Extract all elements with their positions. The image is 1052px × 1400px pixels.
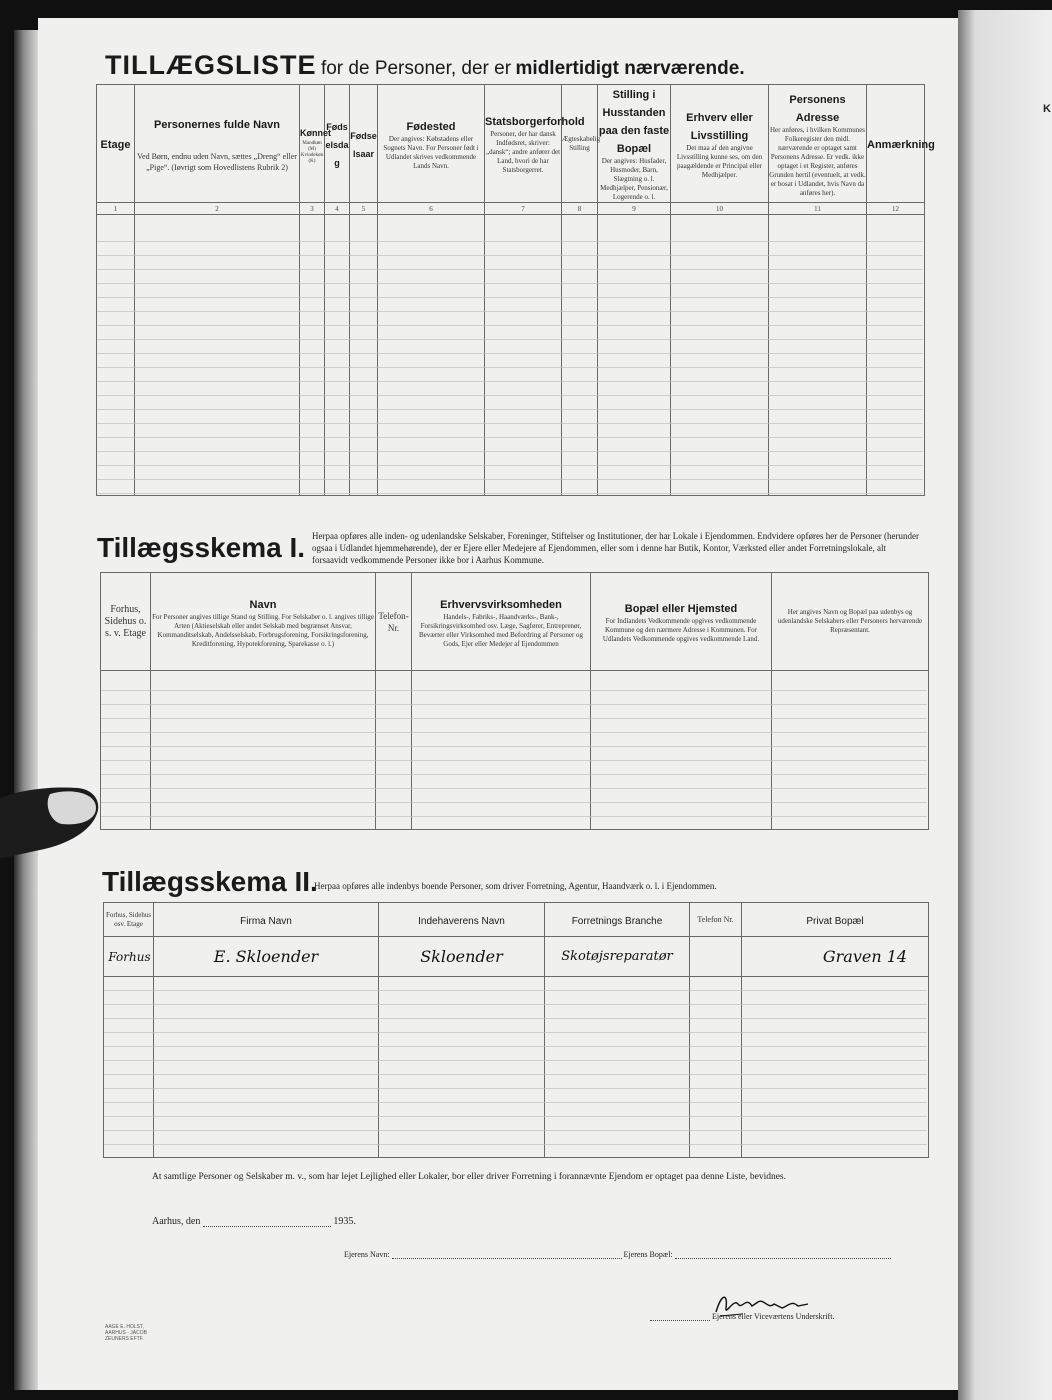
page-title bbox=[105, 50, 925, 81]
footer-date-line bbox=[152, 1216, 356, 1227]
s2-col-firma: Firma Navn bbox=[154, 903, 379, 937]
skema2-title: Tillægsskema II. bbox=[102, 866, 318, 897]
book-gutter bbox=[14, 30, 38, 1390]
s1-col-telefon: Telefon-Nr. bbox=[376, 573, 412, 671]
footer-year: 1935. bbox=[333, 1216, 356, 1227]
s2-col-bopael: Privat Bopæl bbox=[742, 903, 929, 937]
signature-scribble bbox=[712, 1290, 822, 1320]
title-part-bold: midlertidigt nærværende. bbox=[515, 58, 745, 79]
skema1-title: Tillægsskema I. bbox=[97, 532, 306, 563]
entry-branche: Skotøjsreparatør bbox=[545, 937, 690, 977]
col-statsborgerforhold: Statsborgerforhold Personer, der har dansk Indfødsret, skriver: „dansk“; andre anfører det Land, hvori de har Statsborgerret. bbox=[485, 85, 562, 203]
s1-col-repraesentant: Her angives Navn og Bopæl paa udenbys og udenlandske Selskabers eller Personers herværende Repræsentant. bbox=[772, 573, 929, 671]
footer-owner-line bbox=[344, 1250, 891, 1259]
owner-name-label: Ejerens Navn: bbox=[344, 1250, 390, 1259]
main-number-row: 1 2 3 4 5 6 7 8 9 10 11 12 bbox=[97, 203, 925, 215]
col-erhverv: Erhverv eller Livsstilling Det maa af den angivne Livsstilling kunne ses, om den paagældende er Principal eller Medhjælper. bbox=[671, 85, 769, 203]
entry-etage: Forhus bbox=[104, 937, 154, 977]
main-header-row bbox=[97, 85, 925, 203]
col-etage: Etage bbox=[97, 85, 135, 203]
col-koennet: Kønnet Mandkøn (M) Kvindekøn (K) bbox=[300, 85, 325, 203]
entry-indehaver: Skloender bbox=[379, 937, 545, 977]
footer-statement: At samtlige Personer og Selskaber m. v., som har lejet Lejlighed eller Lokaler, bor eller driver Forretning i forannævnte Ejendom er optaget paa denne Liste, bevidnes. bbox=[152, 1172, 786, 1182]
skema1-ruled-lines bbox=[101, 677, 927, 829]
s2-col-branche: Forretnings Branche bbox=[545, 903, 690, 937]
skema2-description: Herpaa opføres alle indenbys boende Personer, som driver Forretning, Agentur, Haandværk o. l. i Ejendommen. bbox=[314, 881, 717, 891]
s1-col-bopael: Bopæl eller Hjemsted For Indlandets Vedkommende opgives vedkommende Kommune og den nærmere Adresse i Kommunen. For Udlandets Vedkommende opgives vedkommende Land. bbox=[591, 573, 772, 671]
s2-col-indehaver: Indehaverens Navn bbox=[379, 903, 545, 937]
col-stilling: Stilling i Husstanden paa den faste Bopæl Der angives: Husfader, Husmoder, Barn, Slægtning o. l. Medhjælper, Pensionær, Logerende o. l. bbox=[598, 85, 671, 203]
skema1-header-row bbox=[101, 573, 929, 671]
s1-col-navn: Navn For Personer angives tillige Stand og Stilling. For Selskaber o. l. angives tillige Arten (Aktieselskab eller andet Selskab med begrænset Ansvar, Kommanditselskab, Andelsselskab, Forbrugsforening, Forsikringsforening, Kreditforening, Hypotekforening, Sparekasse o. l.) bbox=[151, 573, 376, 671]
col-foedested: Fødested Der angives: Købstadens eller Sognets Navn. For Personer født i Udlandet skrives vedkommende Lands Navn. bbox=[378, 85, 485, 203]
skema2-header-row bbox=[104, 903, 929, 937]
entry-bopael: Graven 14 bbox=[742, 937, 929, 977]
signature-label: Ejerens eller Viceværtens Underskrift. bbox=[712, 1312, 835, 1321]
footer-place: Aarhus, den bbox=[152, 1216, 201, 1227]
facing-page-letter: K bbox=[1043, 103, 1051, 115]
entry-firma: E. Skloender bbox=[154, 937, 379, 977]
col-navn: Personernes fulde Navn Ved Børn, endnu uden Navn, sættes „Dreng“ eller „Pige“. (Iøvrigt som Hovedlistens Rubrik 2) bbox=[135, 85, 300, 203]
entry-telefon bbox=[690, 937, 742, 977]
s1-col-etage: Forhus, Sidehus o. s. v. Etage bbox=[101, 573, 151, 671]
printer-imprint: AAGE E. HOLST, AARHUS · JACOB ZEUNERS EFTF. bbox=[105, 1324, 147, 1342]
col-adresse: Personens Adresse Her anføres, i hvilken Kommunes Folkeregister den midl. nærværende er optaget samt Personens Adresse. Er vedk. ikke optaget i et Register, anføres Grunden hertil (eventuelt, at vedk. er bosat i Udlandet, hvis Navn da anføres her). bbox=[769, 85, 867, 203]
col-anmaerkning: Anmærkning bbox=[867, 85, 925, 203]
col-aegteskabelig: Ægteskabelig Stilling bbox=[562, 85, 598, 203]
title-part: for de Personer, der er bbox=[320, 58, 512, 79]
main-ruled-lines bbox=[97, 228, 923, 494]
s2-col-etage: Forhus, Sidehus osv. Etage bbox=[104, 903, 154, 937]
s1-col-erhverv: Erhvervsvirksomheden Handels-, Fabriks-, Haandværks-, Bank-, Forsikringsvirksomhed osv. Læge, Sagfører, Entreprenør, Beværter eller Virksomhed med Befordring af Personer og Gods, Ejer eller Medejer af Ejendommen bbox=[412, 573, 591, 671]
skema2-entry-row bbox=[104, 937, 929, 977]
skema2-ruled-lines bbox=[104, 977, 927, 1157]
title-main: TILLÆGSLISTE bbox=[105, 50, 317, 80]
thumb-holding-page bbox=[0, 786, 100, 858]
facing-page-edge bbox=[958, 10, 1052, 1400]
col-foedselsaar: Fødselsaar bbox=[350, 85, 378, 203]
skema1-description: Herpaa opføres alle inden- og udenlandske Selskaber, Foreninger, Stiftelser og Institutioner, der har Lokale i Ejendommen. Endvidere opføres her de Personer (herunder ogsaa i Udlandet hjemmehørende), der er Ejere eller Medejere af Ejendommen, eller som i denne har Butik, Kontor, Værksted eller andet Forretningslokale, alt forsaavidt vedkommende Personer ikke bor i Aarhus Kommune. bbox=[312, 531, 919, 565]
owner-address-label: Ejerens Bopæl: bbox=[623, 1250, 673, 1259]
col-foedselsdag: Fødselsdag bbox=[325, 85, 350, 203]
s2-col-telefon: Telefon Nr. bbox=[690, 903, 742, 937]
